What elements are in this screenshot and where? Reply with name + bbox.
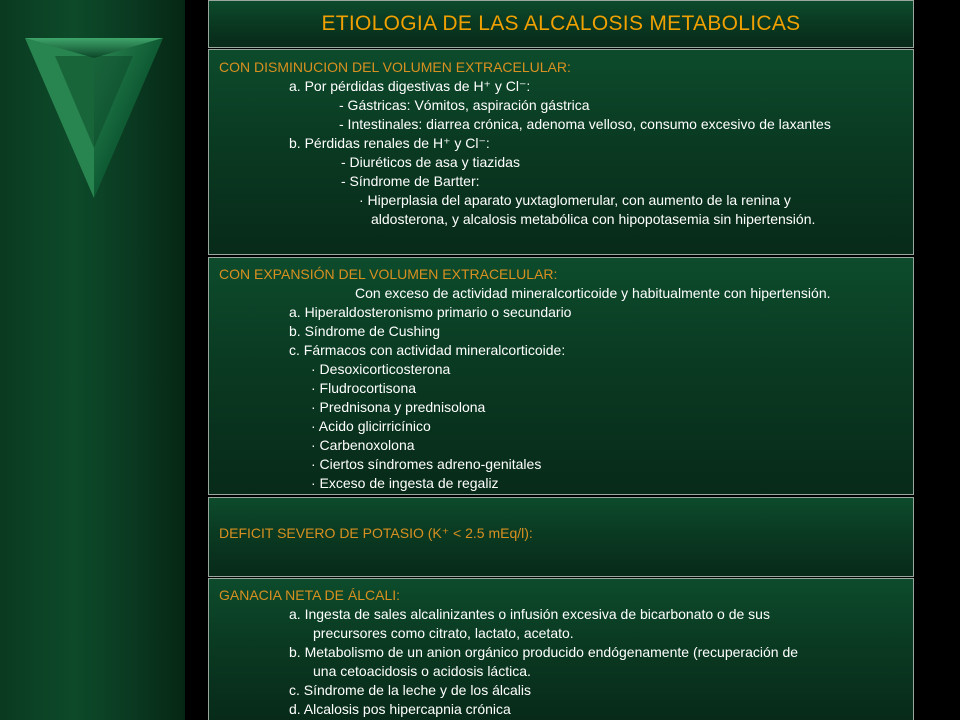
item-b2: una cetoacidosis o acidosis láctica. — [313, 663, 531, 679]
title-panel — [208, 0, 914, 48]
section-alkali-gain — [208, 578, 914, 720]
left-sidebar — [0, 0, 185, 720]
green-triangle-logo-icon — [25, 38, 163, 198]
item-b: b. Síndrome de Cushing — [289, 323, 440, 339]
item-b4: aldosterona, y alcalosis metabólica con hipopotasemia sin hipertensión. — [371, 211, 816, 227]
item-b2: - Síndrome de Bartter: — [341, 173, 480, 189]
item-c: c. Síndrome de la leche y de los álcalis — [289, 682, 532, 698]
section-heading: CON DISMINUCION DEL VOLUMEN EXTRACELULAR: — [219, 59, 571, 75]
item-b3: · Hiperplasia del aparato yuxtaglomerular, con aumento de la renina y — [359, 192, 791, 208]
drug-item: · Prednisona y prednisolona — [311, 399, 486, 415]
section-heading: CON EXPANSIÓN DEL VOLUMEN EXTRACELULAR: — [219, 266, 558, 282]
section-volume-expansion — [208, 257, 914, 495]
item-b: b. Pérdidas renales de H⁺ y Cl⁻: — [289, 135, 490, 151]
item-b1: b. Metabolismo de un anion orgánico producido endógenamente (recuperación de — [289, 644, 799, 660]
item-a: a. Por pérdidas digestivas de H⁺ y Cl⁻: — [289, 78, 531, 94]
drug-item: · Desoxicorticosterona — [311, 361, 451, 377]
item-a1: a. Ingesta de sales alcalinizantes o infusión excesiva de bicarbonato o de sus — [289, 606, 770, 622]
drug-item: · Acido glicirricínico — [311, 418, 431, 434]
drug-item: · Exceso de ingesta de regaliz — [311, 475, 499, 491]
drug-item: · Ciertos síndromes adreno-genitales — [311, 456, 542, 472]
right-margin — [915, 0, 960, 720]
item-a2: precursores como citrato, lactato, acetato. — [313, 625, 574, 641]
drug-item: · Fludrocortisona — [311, 380, 417, 396]
section-subtitle: Con exceso de actividad mineralcorticoide y habitualmente con hipertensión. — [355, 285, 831, 301]
page-title: ETIOLOGIA DE LAS ALCALOSIS METABOLICAS — [321, 12, 801, 35]
item-a2: - Intestinales: diarrea crónica, adenoma velloso, consumo excesivo de laxantes — [339, 116, 831, 132]
item-a: a. Hiperaldosteronismo primario o secundario — [289, 304, 572, 320]
item-d: d. Alcalosis pos hipercapnia crónica — [289, 701, 511, 717]
item-b1: - Diuréticos de asa y tiazidas — [341, 154, 520, 170]
drug-item: · Carbenoxolona — [311, 437, 415, 453]
section-heading: DEFICIT SEVERO DE POTASIO (K⁺ < 2.5 mEq/l): — [219, 525, 533, 541]
section-potassium-deficit — [208, 497, 914, 577]
item-a1: - Gástricas: Vómitos, aspiración gástrica — [339, 97, 590, 113]
section-heading: GANACIA NETA DE ÁLCALI: — [219, 587, 401, 603]
item-c: c. Fármacos con actividad mineralcorticoide: — [289, 342, 566, 358]
section-volume-decrease — [208, 49, 914, 255]
